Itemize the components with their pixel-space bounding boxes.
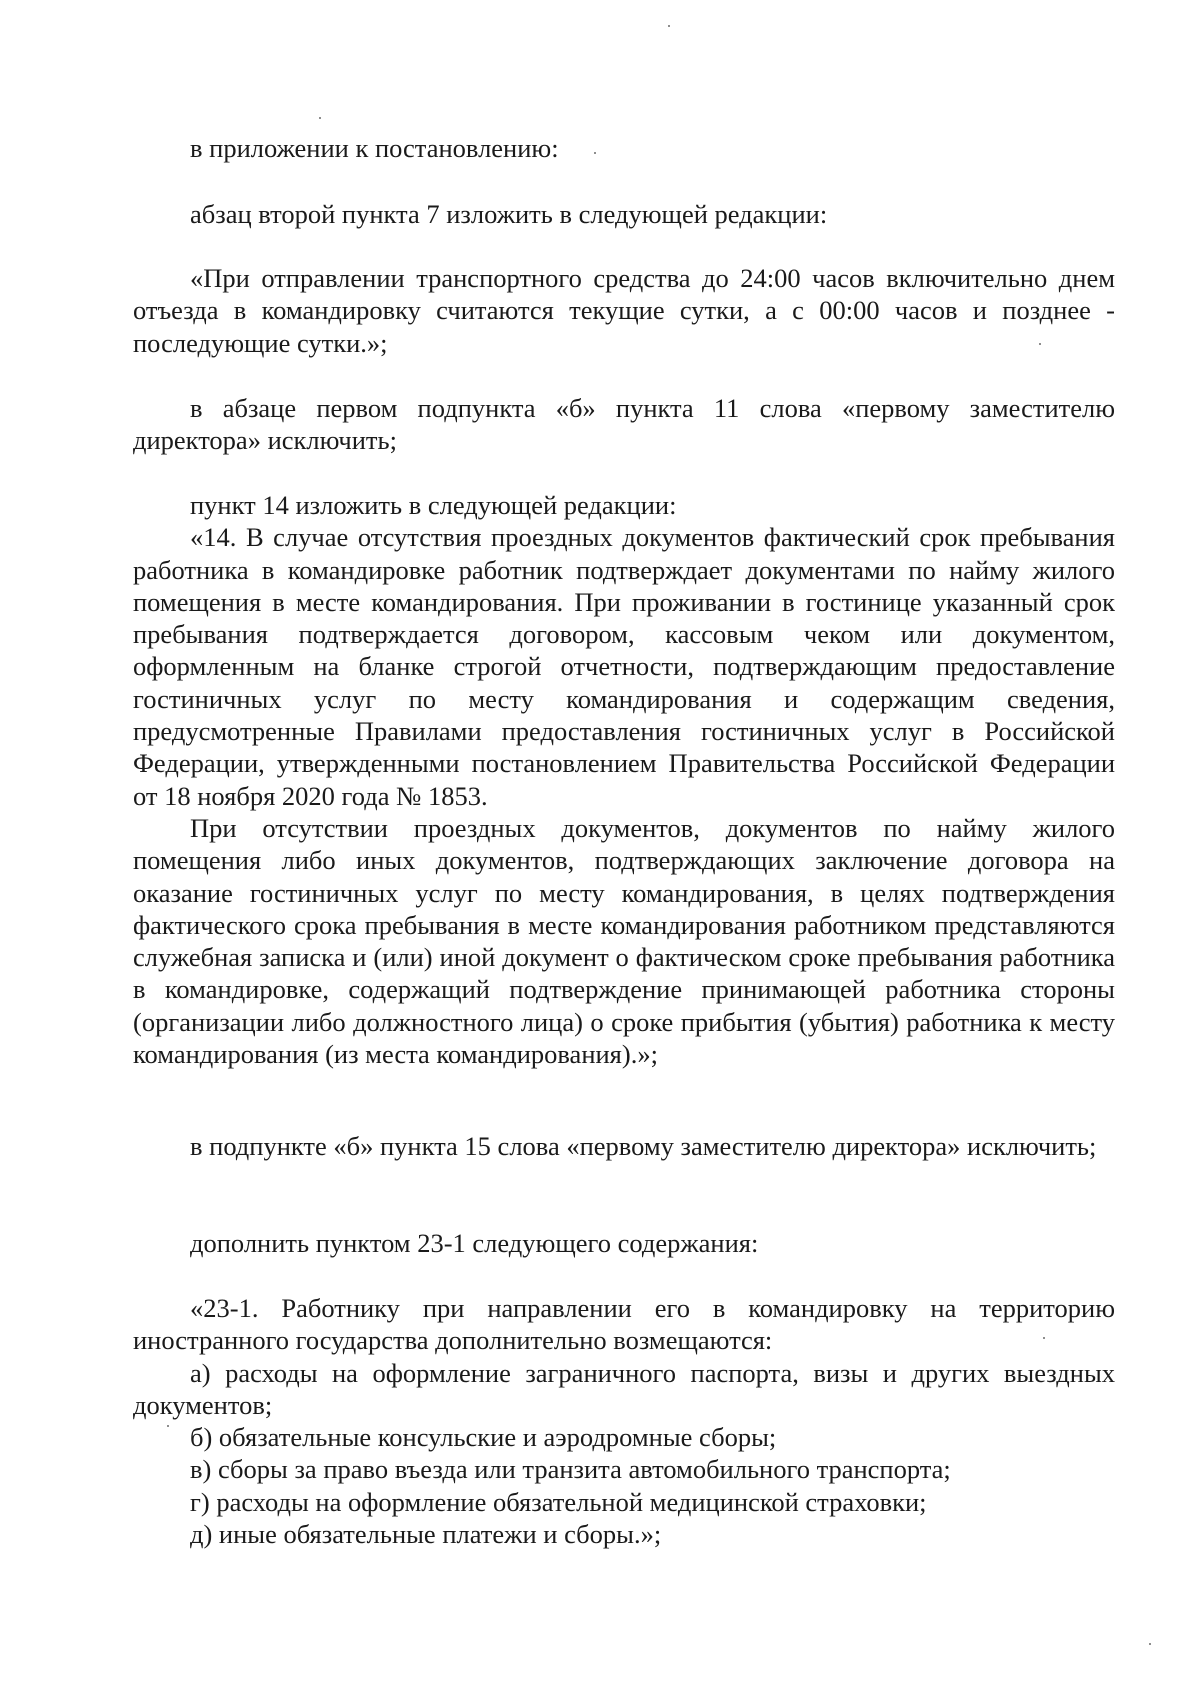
p11-text-block: [133, 392, 1115, 457]
scan-speck: [319, 117, 321, 119]
scan-speck: [668, 25, 670, 27]
p7-text: «При отправлении транспортного средства до 24:00 часов включительно днем отъезда в командировку считаются текущие сутки, а с 00:00 часов и позднее - последующие сутки.»;: [133, 263, 1115, 358]
p23-heading: дополнить пунктом 23-1 следующего содержания:: [190, 1228, 759, 1258]
p14-paragraph-2: При отсутствии проездных документов, документов по найму жилого помещения либо иных документов, подтверждающих заключение договора на оказание гостиничных услуг по месту командирования, в целях подтверждения фактического срока пребывания в месте командирования работником представляются служебная записка и (или) иной документ о фактическом сроке пребывания работника в командировке, содержащий подтверждение принимающей работника стороны (организации либо должностного лица) о сроке прибытия (убытия) работника к месту командирования (из места командирования).»;: [133, 812, 1115, 1070]
intro-text: в приложении к постановлению:: [190, 133, 559, 163]
scan-speck: [1043, 1337, 1045, 1339]
p15-text: в подпункте «б» пункта 15 слова «первому заместителю директора» исключить;: [190, 1131, 1097, 1161]
scan-speck: [594, 152, 596, 154]
intro-line: [133, 132, 1115, 164]
p23-item-g: г) расходы на оформление обязательной медицинской страховки;: [190, 1486, 927, 1517]
p7-heading: абзац второй пункта 7 изложить в следующей редакции:: [190, 199, 828, 229]
p14-heading: пункт 14 изложить в следующей редакции:: [190, 490, 677, 520]
p23-intro: «23-1. Работнику при направлении его в командировку на территорию иностранного государства дополнительно возмещаются:: [133, 1293, 1115, 1356]
p23-heading-block: [133, 1227, 1115, 1259]
p14-paragraph-1: «14. В случае отсутствия проездных документов фактический срок пребывания работника в командировке работник подтверждает документами по найму жилого помещения в месте командирования. При проживании в гостинице указанный срок пребывания подтверждается договором, кассовым чеком или документом, оформленным на бланке строгой отчетности, подтверждающим предоставление гостиничных услуг по месту командирования и содержащим сведения, предусмотренные Правилами предоставления гостиничных услуг в Российской Федерации, утвержденными постановлением Правительства Российской Федерации от 18 ноября 2020 года № 1853.: [133, 522, 1115, 811]
p7-text-block: [133, 262, 1115, 359]
p23-item-b: б) обязательные консульские и аэродромные сборы;: [190, 1422, 777, 1453]
p14-block: [133, 489, 1115, 1070]
p23-item-a: а) расходы на оформление заграничного паспорта, визы и других выездных документов;: [133, 1357, 1115, 1420]
p23-block: [133, 1292, 1115, 1550]
p23-item-d: д) иные обязательные платежи и сборы.»;: [190, 1519, 662, 1550]
p15-text-block: [133, 1130, 1115, 1162]
p11-text: в абзаце первом подпункта «б» пункта 11 слова «первому заместителю директора» исключить;: [133, 393, 1115, 456]
p23-item-v: в) сборы за право въезда или транзита автомобильного транспорта;: [190, 1454, 951, 1485]
scan-speck: [1039, 343, 1041, 345]
scan-speck: [1149, 1643, 1151, 1645]
scan-speck: [167, 1425, 169, 1427]
p7-heading-block: [133, 198, 1115, 230]
